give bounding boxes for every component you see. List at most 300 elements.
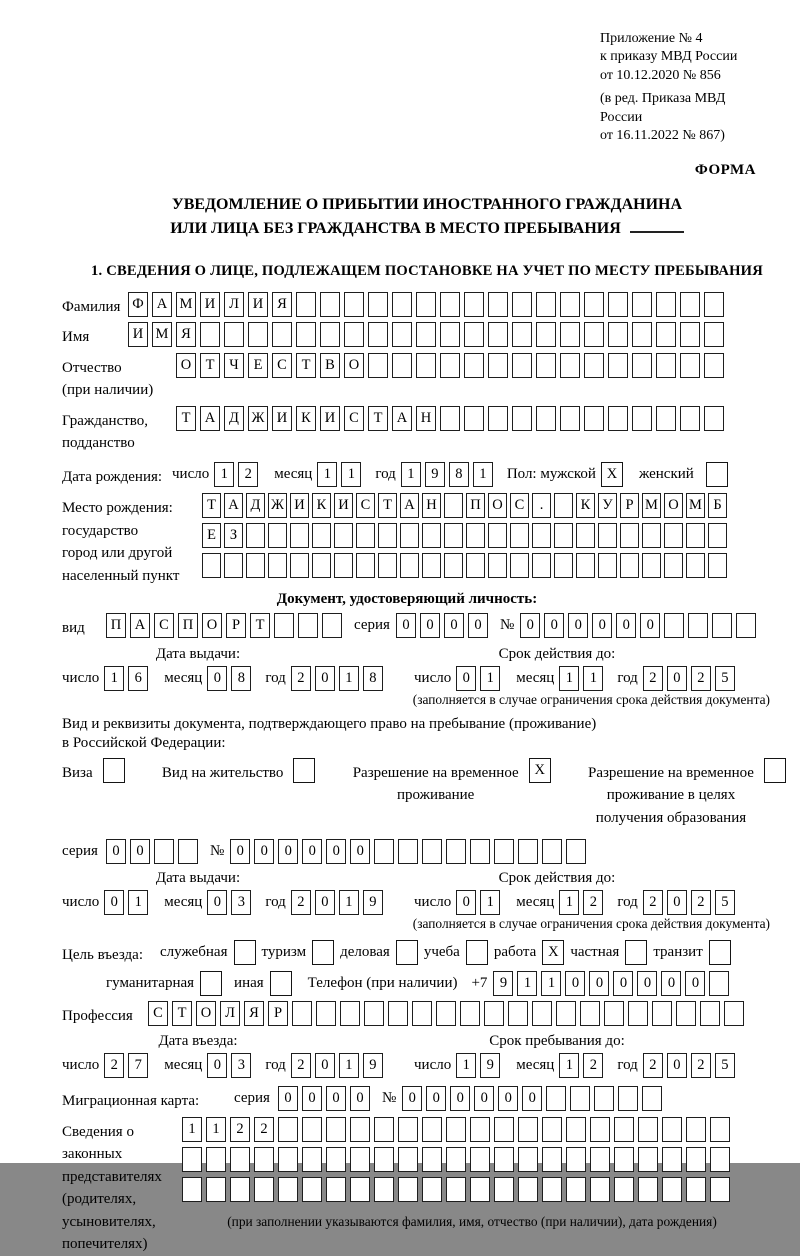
char-box: [374, 1177, 394, 1202]
char-box: 0: [667, 1053, 687, 1078]
char-box: [642, 1086, 662, 1111]
char-box: 2: [104, 1053, 124, 1078]
char-box: 2: [238, 462, 258, 487]
char-box: [378, 553, 397, 578]
char-box: [316, 1001, 336, 1026]
form-title-line2: ИЛИ ЛИЦА БЕЗ ГРАЖДАНСТВА В МЕСТО ПРЕБЫВАНИЯ: [62, 217, 792, 241]
char-box: [638, 1177, 658, 1202]
char-box: С: [148, 1001, 168, 1026]
char-box: 2: [691, 1053, 711, 1078]
char-box: Т: [176, 406, 196, 431]
doc-valid-year-boxes: [643, 666, 739, 691]
char-box: 5: [715, 1053, 735, 1078]
char-box: А: [400, 493, 419, 518]
representatives-block: [62, 1117, 792, 1256]
char-box: 0: [207, 1053, 227, 1078]
purpose-label: Цель въезда:: [62, 947, 143, 964]
char-box: [400, 523, 419, 548]
appendix-line: Приложение № 4: [600, 31, 703, 46]
entry-day-boxes: [104, 1053, 152, 1078]
char-box: [246, 523, 265, 548]
char-box: [182, 1147, 202, 1172]
char-box: [488, 292, 508, 317]
purpose-work-checkbox: X: [542, 940, 564, 965]
char-box: 0: [637, 971, 657, 996]
char-box: [326, 1147, 346, 1172]
char-box: [374, 839, 394, 864]
char-box: [594, 1086, 614, 1111]
char-box: 8: [363, 666, 383, 691]
char-box: [416, 353, 436, 378]
char-box: Ж: [248, 406, 268, 431]
purpose-humanitarian-checkbox: [200, 971, 222, 996]
char-box: [334, 523, 353, 548]
stay-until-day-boxes: [456, 1053, 504, 1078]
char-box: [688, 613, 708, 638]
char-box: [422, 1117, 442, 1142]
purpose-transit-checkbox: [709, 940, 731, 965]
char-box: А: [200, 406, 220, 431]
permit-limited-validity-note: (заполняется в случае ограничения срока действия документа): [412, 916, 770, 932]
char-box: 0: [420, 613, 440, 638]
char-box: [608, 353, 628, 378]
char-box: [326, 1177, 346, 1202]
char-box: [488, 322, 508, 347]
char-box: [686, 1117, 706, 1142]
purpose-row1: [62, 940, 792, 967]
birth-place-label-line: город или другой: [62, 545, 173, 562]
char-box: [518, 1177, 538, 1202]
month-label: месяц: [164, 1057, 203, 1074]
char-box: С: [356, 493, 375, 518]
char-box: 1: [517, 971, 537, 996]
char-box: [248, 322, 268, 347]
char-box: 2: [643, 890, 663, 915]
char-box: О: [202, 613, 222, 638]
char-box: О: [344, 353, 364, 378]
char-box: [368, 292, 388, 317]
char-box: [710, 1177, 730, 1202]
char-box: 3: [231, 890, 251, 915]
patronymic-label-line1: Отчество: [62, 359, 122, 376]
char-box: [388, 1001, 408, 1026]
char-box: [590, 1177, 610, 1202]
char-box: [686, 1177, 706, 1202]
char-box: [628, 1001, 648, 1026]
char-box: [608, 406, 628, 431]
char-box: [470, 839, 490, 864]
char-box: [584, 406, 604, 431]
char-box: [584, 353, 604, 378]
month-label: месяц: [164, 669, 203, 686]
day-label: число: [172, 465, 210, 482]
char-box: [632, 292, 652, 317]
char-box: О: [488, 493, 507, 518]
char-box: 2: [291, 666, 311, 691]
char-box: [614, 1117, 634, 1142]
char-box: [416, 292, 436, 317]
year-label: год: [265, 894, 286, 911]
birth-place-label-line: населенный пункт: [62, 567, 180, 584]
birth-place-label-line: Место рождения:: [62, 500, 173, 517]
char-box: [416, 322, 436, 347]
char-box: [554, 553, 573, 578]
char-box: Р: [268, 1001, 288, 1026]
day-label: число: [414, 894, 452, 911]
migration-card-row: [62, 1086, 792, 1113]
char-box: [632, 353, 652, 378]
char-box: [446, 1147, 466, 1172]
char-box: [368, 353, 388, 378]
form-label: ФОРМА: [694, 161, 756, 178]
permit-series-row: [62, 839, 792, 864]
char-box: 0: [302, 839, 322, 864]
char-box: [576, 553, 595, 578]
char-box: [710, 1147, 730, 1172]
char-box: [182, 1177, 202, 1202]
char-box: [704, 353, 724, 378]
char-box: 1: [401, 462, 421, 487]
char-box: [542, 1117, 562, 1142]
doc-series-label: серия: [354, 617, 390, 634]
char-box: Е: [248, 353, 268, 378]
char-box: [272, 322, 292, 347]
limited-validity-note: (заполняется в случае ограничения срока действия документа): [412, 691, 770, 707]
char-box: [708, 553, 727, 578]
char-box: Ч: [224, 353, 244, 378]
doc-series-boxes: [396, 613, 492, 638]
phone-prefix: +7: [471, 974, 488, 991]
char-box: 2: [291, 1053, 311, 1078]
char-box: 1: [541, 971, 561, 996]
char-box: [274, 613, 294, 638]
birth-place-row1-boxes: [202, 493, 730, 518]
char-box: П: [178, 613, 198, 638]
char-box: 0: [474, 1086, 494, 1111]
char-box: 0: [520, 613, 540, 638]
char-box: [532, 1001, 552, 1026]
char-box: [532, 553, 551, 578]
char-box: 1: [583, 666, 603, 691]
permit-number-label: №: [209, 843, 225, 860]
char-box: [686, 1147, 706, 1172]
char-box: [440, 292, 460, 317]
char-box: 0: [130, 839, 150, 864]
char-box: 9: [493, 971, 513, 996]
char-box: [680, 406, 700, 431]
surname-label: Фамилия: [62, 298, 121, 315]
year-label: год: [617, 894, 638, 911]
char-box: [560, 353, 580, 378]
char-box: [608, 322, 628, 347]
char-box: 9: [363, 890, 383, 915]
char-box: 0: [468, 613, 488, 638]
permit-valid-month-boxes: [559, 890, 607, 915]
char-box: 0: [685, 971, 705, 996]
residence-permit-option: [162, 758, 315, 785]
char-box: 0: [450, 1086, 470, 1111]
section1-heading: 1. СВЕДЕНИЯ О ЛИЦЕ, ПОДЛЕЖАЩЕМ ПОСТАНОВКЕ НА УЧЕТ ПО МЕСТУ ПРЕБЫВАНИЯ: [91, 262, 763, 279]
char-box: 1: [480, 890, 500, 915]
char-box: 0: [254, 839, 274, 864]
char-box: 0: [565, 971, 585, 996]
char-box: [554, 493, 573, 518]
char-box: [680, 322, 700, 347]
char-box: [590, 1147, 610, 1172]
temp-residence-permit-label: Разрешение на временное проживание: [352, 764, 519, 804]
char-box: [320, 322, 340, 347]
char-box: М: [176, 292, 196, 317]
char-box: [704, 322, 724, 347]
permit-issue-heading: Дата выдачи:: [155, 870, 241, 887]
char-box: М: [642, 493, 661, 518]
char-box: [440, 406, 460, 431]
char-box: 0: [278, 1086, 298, 1111]
birth-place-labels: [62, 493, 202, 587]
char-box: 1: [214, 462, 234, 487]
char-box: 1: [559, 666, 579, 691]
char-box: [664, 553, 683, 578]
char-box: 1: [104, 666, 124, 691]
char-box: М: [152, 322, 172, 347]
char-box: [230, 1147, 250, 1172]
char-box: 2: [291, 890, 311, 915]
birth-place-row3-boxes: [202, 553, 730, 578]
char-box: [542, 1147, 562, 1172]
char-box: 0: [456, 666, 476, 691]
char-box: [566, 1117, 586, 1142]
char-box: И: [320, 406, 340, 431]
stay-doc-intro-line1: Вид и реквизиты документа, подтверждающего право на пребывание (проживание): [62, 715, 597, 732]
char-box: 0: [568, 613, 588, 638]
char-box: [662, 1117, 682, 1142]
char-box: 0: [207, 890, 227, 915]
char-box: [254, 1147, 274, 1172]
purpose-study-checkbox: [466, 940, 488, 965]
char-box: [200, 322, 220, 347]
char-box: 8: [449, 462, 469, 487]
char-box: [556, 1001, 576, 1026]
char-box: [464, 353, 484, 378]
char-box: [664, 523, 683, 548]
char-box: [708, 523, 727, 548]
char-box: Л: [220, 1001, 240, 1026]
char-box: [412, 1001, 432, 1026]
char-box: [302, 1177, 322, 1202]
char-box: [446, 839, 466, 864]
char-box: [566, 1147, 586, 1172]
char-box: [584, 322, 604, 347]
char-box: [554, 523, 573, 548]
char-box: [512, 353, 532, 378]
char-box: [709, 971, 729, 996]
purpose-humanitarian-label: гуманитарная: [106, 974, 195, 991]
char-box: [536, 353, 556, 378]
char-box: 1: [339, 890, 359, 915]
char-box: [440, 353, 460, 378]
char-box: Л: [224, 292, 244, 317]
char-box: [652, 1001, 672, 1026]
stay-until-year-boxes: [643, 1053, 739, 1078]
char-box: Б: [708, 493, 727, 518]
stay-until-month-boxes: [559, 1053, 607, 1078]
char-box: [686, 523, 705, 548]
char-box: [254, 1177, 274, 1202]
char-box: [374, 1117, 394, 1142]
char-box: [224, 553, 243, 578]
char-box: 0: [326, 1086, 346, 1111]
year-label: год: [617, 669, 638, 686]
char-box: [378, 523, 397, 548]
char-box: [202, 553, 221, 578]
entry-dates: [62, 1033, 792, 1078]
char-box: 1: [317, 462, 337, 487]
char-box: [154, 839, 174, 864]
char-box: 1: [341, 462, 361, 487]
sex-female-label: женский: [638, 465, 694, 482]
char-box: [700, 1001, 720, 1026]
entry-year-boxes: [291, 1053, 387, 1078]
citizenship-boxes: [176, 406, 728, 431]
char-box: [466, 523, 485, 548]
phone-label: Телефон (при наличии): [307, 974, 458, 991]
day-label: число: [62, 669, 100, 686]
purpose-other-checkbox: [270, 971, 292, 996]
char-box: [590, 1117, 610, 1142]
char-box: Д: [246, 493, 265, 518]
char-box: Т: [296, 353, 316, 378]
permit-issue-day-boxes: [104, 890, 152, 915]
permit-validity-heading: Срок действия до:: [498, 870, 616, 887]
char-box: 1: [456, 1053, 476, 1078]
appendix-block: [600, 30, 770, 146]
appendix-line: от 10.12.2020 № 856: [600, 67, 721, 83]
char-box: Т: [200, 353, 220, 378]
permit-dates: [62, 870, 792, 915]
char-box: [508, 1001, 528, 1026]
purpose-other-label: иная: [234, 974, 264, 991]
entry-date-heading: Дата въезда:: [158, 1033, 238, 1050]
char-box: 2: [583, 890, 603, 915]
char-box: 0: [544, 613, 564, 638]
doc-issue-month-boxes: [207, 666, 255, 691]
char-box: П: [106, 613, 126, 638]
form-title-line1: УВЕДОМЛЕНИЕ О ПРИБЫТИИ ИНОСТРАННОГО ГРАЖДАНИНА: [171, 195, 683, 213]
char-box: [464, 292, 484, 317]
char-box: Е: [202, 523, 221, 548]
doc-issue-year-boxes: [291, 666, 387, 691]
char-box: 3: [231, 1053, 251, 1078]
char-box: 5: [715, 890, 735, 915]
year-label: год: [375, 465, 396, 482]
char-box: [494, 839, 514, 864]
char-box: [392, 322, 412, 347]
permit-series-label: серия: [62, 843, 98, 860]
char-box: М: [686, 493, 705, 518]
char-box: 2: [643, 666, 663, 691]
char-box: 2: [643, 1053, 663, 1078]
char-box: З: [224, 523, 243, 548]
char-box: 0: [396, 613, 416, 638]
char-box: [398, 839, 418, 864]
char-box: 1: [559, 890, 579, 915]
char-box: [704, 292, 724, 317]
purpose-transit-label: транзит: [653, 944, 703, 961]
patronymic-row: [62, 353, 792, 402]
char-box: [546, 1086, 566, 1111]
char-box: [598, 553, 617, 578]
char-box: Н: [422, 493, 441, 518]
permit-valid-year-boxes: [643, 890, 739, 915]
char-box: 1: [480, 666, 500, 691]
day-label: число: [62, 894, 100, 911]
doc-type-label: вид: [62, 620, 85, 637]
char-box: Т: [202, 493, 221, 518]
male-checkbox: X: [601, 462, 623, 487]
char-box: 1: [128, 890, 148, 915]
purpose-private-checkbox: [625, 940, 647, 965]
char-box: К: [296, 406, 316, 431]
citizenship-label: [62, 406, 176, 455]
char-box: [560, 406, 580, 431]
char-box: [724, 1001, 744, 1026]
visa-label: Виза: [62, 764, 93, 781]
char-box: [580, 1001, 600, 1026]
char-box: [344, 322, 364, 347]
validity-heading: Срок действия до:: [498, 645, 616, 662]
char-box: 1: [339, 1053, 359, 1078]
char-box: [576, 523, 595, 548]
char-box: [466, 553, 485, 578]
char-box: И: [334, 493, 353, 518]
char-box: [614, 1177, 634, 1202]
char-box: [356, 553, 375, 578]
char-box: П: [466, 493, 485, 518]
permit-issue-year-boxes: [291, 890, 387, 915]
identity-doc-dates: [62, 646, 792, 691]
char-box: [518, 839, 538, 864]
char-box: К: [576, 493, 595, 518]
stay-doc-intro-line2: в Российской Федерации:: [62, 734, 226, 751]
char-box: 0: [498, 1086, 518, 1111]
edu-residence-permit-checkbox: [764, 758, 786, 783]
given-name-row: [62, 322, 792, 349]
char-box: Т: [368, 406, 388, 431]
char-box: [618, 1086, 638, 1111]
month-label: месяц: [516, 1057, 555, 1074]
char-box: А: [130, 613, 150, 638]
char-box: [356, 523, 375, 548]
day-label: число: [62, 1057, 100, 1074]
purpose-private-label: частная: [570, 944, 620, 961]
birth-place-row2-boxes: [202, 523, 730, 548]
char-box: А: [152, 292, 172, 317]
char-box: 2: [254, 1117, 274, 1142]
purpose-business-label: деловая: [340, 944, 390, 961]
char-box: В: [320, 353, 340, 378]
char-box: [344, 292, 364, 317]
char-box: Т: [172, 1001, 192, 1026]
char-box: [512, 322, 532, 347]
year-label: год: [265, 1057, 286, 1074]
purpose-study-label: учеба: [423, 944, 460, 961]
issue-date-heading: Дата выдачи:: [155, 645, 241, 662]
char-box: [488, 406, 508, 431]
char-box: [350, 1177, 370, 1202]
representatives-label-line: законных: [62, 1146, 123, 1163]
char-box: [334, 553, 353, 578]
char-box: [398, 1177, 418, 1202]
